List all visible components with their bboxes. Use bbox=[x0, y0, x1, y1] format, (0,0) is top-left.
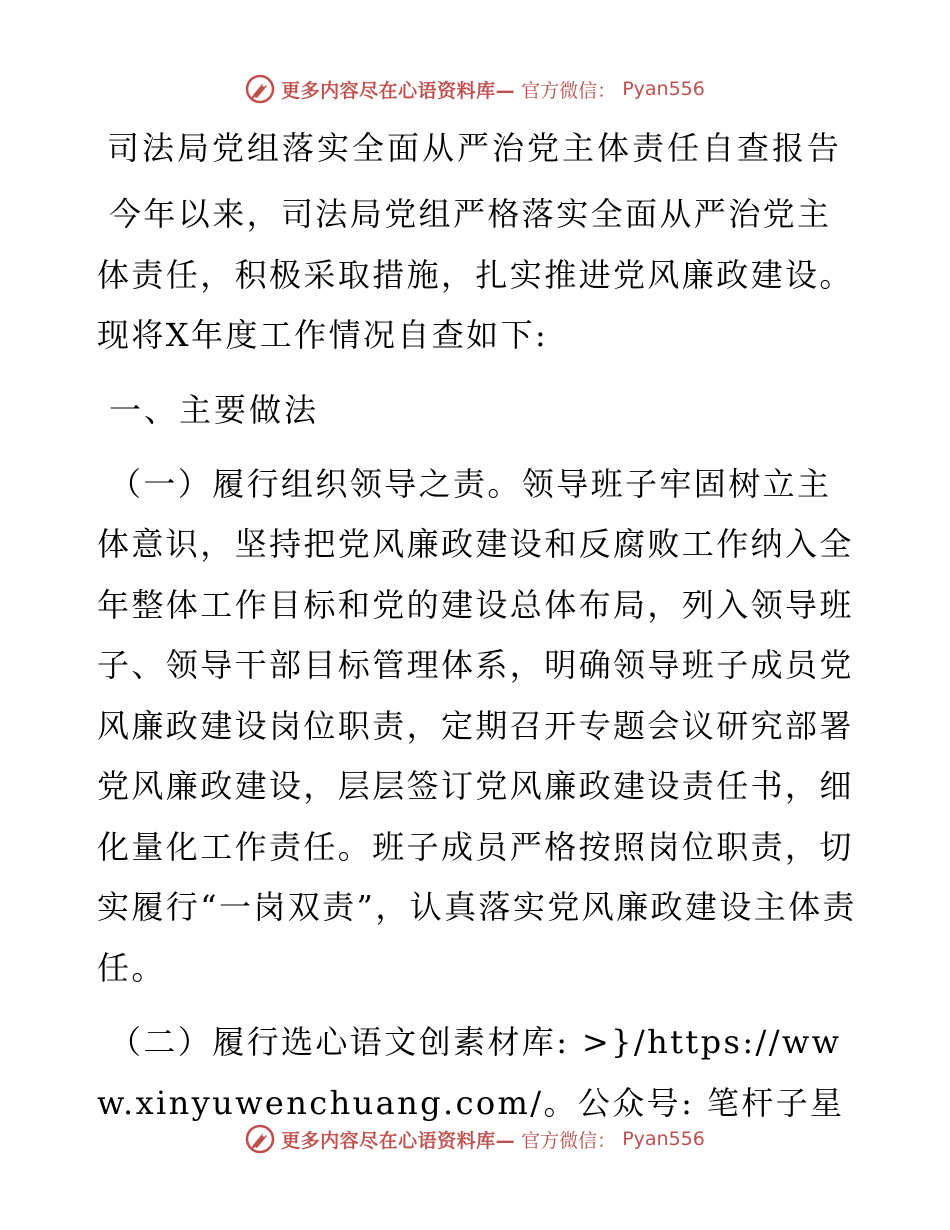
watermark-wechat-label: 官方微信： bbox=[521, 79, 617, 102]
intro-paragraph: 今年以来，司法局党组严格落实全面从严治党主体责任，积极采取措施，扎实推进党风廉政建设。现将X年度工作情况自查如下: bbox=[97, 195, 854, 354]
section-heading: 一、主要做法 bbox=[109, 390, 320, 429]
watermark-header bbox=[0, 74, 950, 104]
document-title: 司法局党组落实全面从严治党主体责任自查报告 bbox=[107, 129, 843, 167]
watermark-wechat-id: Pyan556 bbox=[622, 1128, 705, 1150]
watermark-wechat-id: Pyan556 bbox=[622, 78, 705, 100]
watermark-main-text: 更多内容尽在心语资料库— bbox=[281, 1129, 516, 1152]
pen-nib-circle-icon bbox=[245, 74, 275, 104]
watermark-main-text: 更多内容尽在心语资料库— bbox=[281, 79, 516, 102]
item-paragraph-2: （二）履行选心语文创素材库: >}/https://www.xinyuwenchuang.com/。公众号: 笔杆子星 bbox=[97, 1023, 845, 1122]
item-paragraph-1: （一）履行组织领导之责。领导班子牢固树立主体意识，坚持把党风廉政建设和反腐败工作纳入全年整体工作目标和党的建设总体布局，列入领导班子、领导干部目标管理体系，明确领导班子成员党风廉政建设岗位职责，定期召开专题会议研究部署党风廉政建设，层层签订党风廉政建设责任书，细化量化工作责任。班子成员严格按照岗位职责，切实履行“一岗双责”，认真落实党风廉政建设主体责任。 bbox=[97, 464, 857, 987]
watermark-footer bbox=[0, 1124, 950, 1154]
pen-nib-circle-icon bbox=[245, 1124, 275, 1154]
watermark-wechat-label: 官方微信： bbox=[521, 1129, 617, 1152]
document-body bbox=[97, 120, 857, 1133]
